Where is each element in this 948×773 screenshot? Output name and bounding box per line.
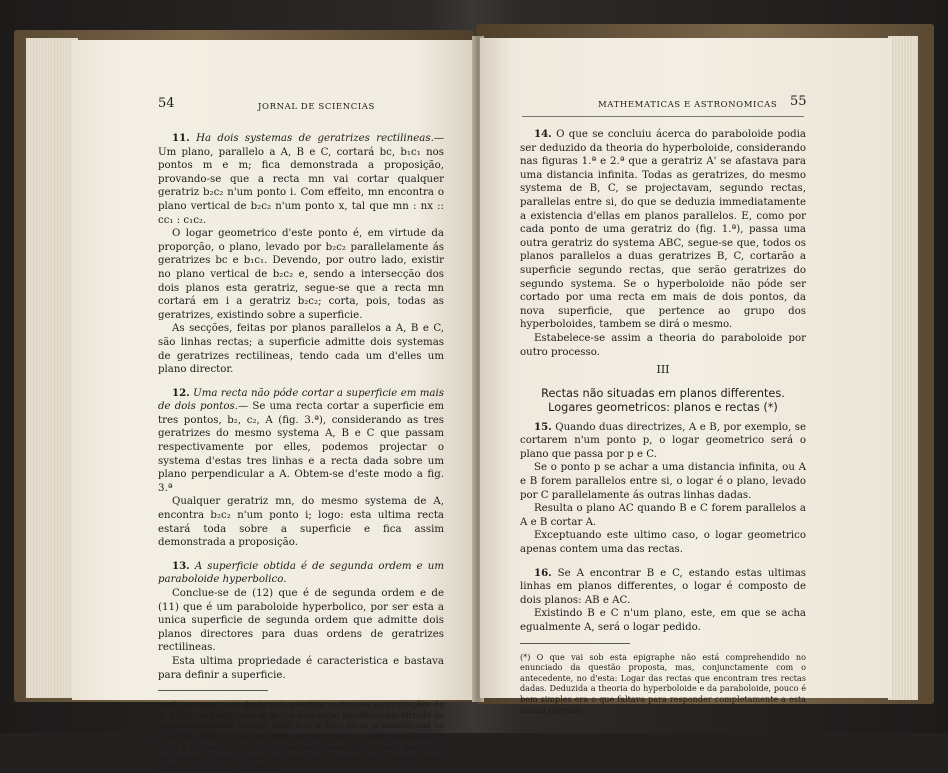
left-page <box>72 40 476 773</box>
paragraph-16: 16. Se A encontrar B e C, estando estas ultimas linhas em planos differentes, o logar é composto de dois planos: AB e AC. <box>520 566 806 606</box>
right-running-head: MATHEMATICAS E ASTRONOMICAS <box>598 100 778 110</box>
paragraph: As secções, feitas por planos parallelos a A, B e C, são linhas rectas; a superficie admitte dois systemas de geratrizes rectilineas, tendo cada um d'elles um plano director. <box>158 323 444 376</box>
paragraph: Exceptuando este ultimo caso, o logar geometrico apenas contem uma das rectas. <box>520 530 806 556</box>
footnote-separator <box>158 690 268 691</box>
paragraph: Estabelece-se assim a theoria do paraboloide por outro processo. <box>520 332 806 358</box>
paragraph: O logar geometrico d'este ponto é, em virtude da proporção, o plano, levado por b₂c₂ parallelamente ás geratrizes bc e b₁c₁. Devendo, por outro lado, existir no plano vertical de b₂c₂ e, sendo a intersecção dos dois planos esta geratriz, segue-se que a recta mn cortará em i a geratriz b₂c₂; corta, pois, todas as geratrizes, existindo sobre a superficie. <box>158 228 444 321</box>
paragraph-12: 12. Uma recta não póde cortar a superficie em mais de dois pontos.— Se uma recta cortar a superficie em tres pontos, b₂, c₂, A (fig. 3.ª), considerando as tres geratrizes do mesmo systema A, B e C que passam respectivamente por elles, podemos projectar o systema d'estas tres linhas e a recta dada sobre um plano perpendicular a A. Obtem-se d'este modo a fig. 3.ª <box>158 386 445 494</box>
left-footnote: ponto em que se projecta esta geratriz, cortam-se as projecções de A, B e C; as projecções de b₁c₁ e b₂c₂ serão parallelas em virtude da proporcionalidade notada. Com b₁c₁ e b₂c₂ dá-se o mesmo que se observou com bc, pois as rectas bc, b₁c₁, b₂c₂, ... serão parallelas, e d'ahi a proposição: Se tres rectas, em planos differentes e parallelas ao mesmo plano, forem cortadas por outras tres rectas, estas existem em planos parallelos. <box>158 699 444 773</box>
footnote-separator <box>520 643 630 644</box>
paragraph-11: 11. Ha dois systemas de geratrizes rectilineas.— Um plano, parallelo a A, B e C, cortará bc, b₁c₁ nos pontos m e m; fica demonstrada a proposição, provando-se que a recta mn vai cortar qualquer geratriz b₂c₂ n'um ponto i. Com effeito, mn encontra o plano vertical de b₂c₂ n'um ponto x, tal que mn : nx :: cc₁ : c₁c₂. <box>158 132 444 226</box>
left-page-number: 54 <box>158 96 175 111</box>
left-running-head: JORNAL DE SCIENCIAS <box>258 102 375 112</box>
section-heading-line-1: Rectas não situadas em planos differentes. <box>541 386 785 400</box>
paragraph-14: 14. O que se concluiu ácerca do paraboloide podia ser deduzido da theoria do hyperboloide, considerando nas figuras 1.ª e 2.ª que a geratriz A' se afastava para uma distancia infinita. Todas as geratrizes, do mesmo systema de B, C, se projectavam, segundo rectas, parallelas entre si, do que se deduzia immediatamente a existencia d'ellas em planos parallelos. E, como por cada ponto de uma geratriz do (fig. 1.ª), passa uma outra geratriz do systema ABC, segue-se que, todos os planos parallelos a duas geratrizes B, C, cortarão a superficie segundo rectas, que serão geratrizes do segundo systema. Se o hyperboloide não póde ser cortado por uma recta em mais de dois pontos, da nova superficie, que pertence ao grupo dos hyperboloides, tambem se dirá o mesmo. <box>520 128 806 331</box>
section-number: III <box>656 363 670 377</box>
left-text-column <box>158 132 444 773</box>
paragraph-13: 13. A superficie obtida é de segunda ordem e um paraboloide hyperbolico. <box>158 559 444 586</box>
paragraph: Conclue-se de (12) que é de segunda ordem e de (11) que é um paraboloide hyperbolico, por ser esta a unica superficie de segunda ordem que admitte dois planos directores para duas ordens de geratrizes rectilineas. <box>158 588 444 654</box>
section-heading-line-2: Logares geometricos: planos e rectas (*) <box>548 400 778 414</box>
header-rule <box>522 116 804 117</box>
paragraph: Resulta o plano AC quando B e C forem parallelos a A e B cortar A. <box>520 503 806 528</box>
right-page-number: 55 <box>790 94 807 109</box>
paragraph: Esta ultima propriedade é caracteristica e bastava para definir a superficie. <box>158 655 444 681</box>
paragraph: Existindo B e C n'um plano, este, em que se acha egualmente A, será o logar pedido. <box>520 608 806 633</box>
page-edges-right <box>888 36 918 700</box>
right-footnote: (*) O que vai sob esta epigraphe não está comprehendido no enunciado da questão proposta, mas, conjunctamente com o antecedente, no d'esta: Logar das rectas que encontram tres rectas dadas. Deduzida a theoria do hyperboloide e da paraboloide, pouco é bem simples era o que faltava para responder completamente a esta ultima questão. <box>520 651 806 715</box>
right-text-column <box>520 128 806 715</box>
paragraph: Se o ponto p se achar a uma distancia infinita, ou A e B forem parallelos entre si, o logar é o plano, levado por C parallelamente ás outras linhas dadas. <box>520 462 806 501</box>
page-edges-left <box>26 38 78 698</box>
right-page <box>480 38 892 715</box>
paragraph-15: 15. Quando duas directrizes, A e B, por exemplo, se cortarem n'um ponto p, o logar geometrico será o plano que passa por p e C. <box>520 420 806 460</box>
paragraph: Qualquer geratriz mn, do mesmo systema de A, encontra b₂c₂ n'um ponto i; logo: esta ultima recta estará toda sobre a superficie e fica assim demonstrada a proposição. <box>158 496 444 549</box>
